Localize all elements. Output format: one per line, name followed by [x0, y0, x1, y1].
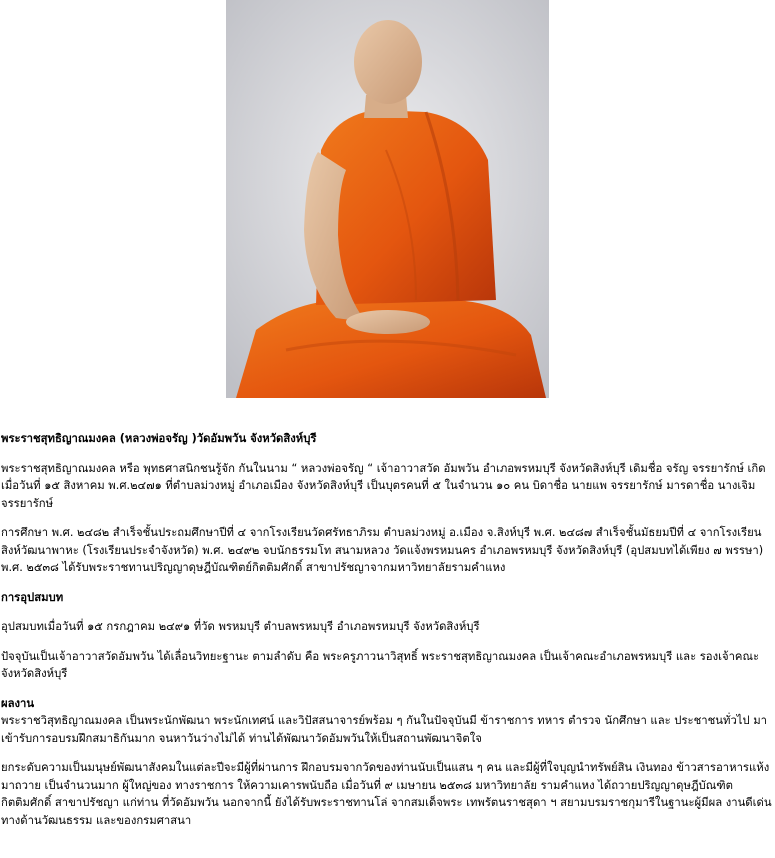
works-paragraph-2: ยกระดับความเป็นมนุษย์พัฒนาสังคมในแต่ละปีจะมีผู้ที่ผ่านการ ฝึกอบรมจากวัดของท่านนับเป็นแสน ๆ คน และมีผู้ที่ใจบุญนำทรัพย์สิน เงินทอง ข้าวสารอาหารแห้งมาถวาย เป็นจำนวนมาก ผู้ใหญ่ของ ทางราชการ ให้ความเคารพนับถือ เมื่อวันที่ ๙ เมษายน ๒๕๓๘ มหาวิทยาลัย รามคำแหง ได้ถวายปริญญาดุษฎีบัณฑิตกิตติมศักดิ์ สาขาปรัชญา แก่ท่าน ที่วัดอัมพวัน นอกจากนี้ ยังได้รับพระราชทานโล่ จากสมเด็จพระ เทพรัตนราชสุดา ฯ สยามบรมราชกุมารีในฐานะผู้มีผล งานดีเด่น ทางด้านวัฒนธรรม และของกรมศาสนา	[1, 761, 772, 827]
monk-portrait-photo	[226, 0, 549, 398]
works-heading: ผลงาน	[1, 696, 35, 710]
works-paragraph: พระราชวิสุทธิญาณมงคล เป็นพระนักพัฒนา พระนักเทศน์ และวิปัสสนาจารย์พร้อม ๆ กันในปัจจุบันมี ข้าราชการ ทหาร ตำรวจ นักศึกษา และ ประชาชนทั่วไป มาเข้ารับการอบรมฝึกสมาธิกันมาก จนหาวันว่างไม่ได้ ท่านได้พัฒนาวัดอัมพวันให้เป็นสถานพัฒนาจิตใจ	[1, 714, 768, 745]
biography-article	[1, 430, 773, 841]
education-paragraph: การศึกษา พ.ศ. ๒๔๘๒ สำเร็จชั้นประถมศึกษาปีที่ ๔ จากโรงเรียนวัดศรัทธาภิรม ตำบลม่วงหมู่ อ.เมือง จ.สิงห์บุรี พ.ศ. ๒๔๘๗ สำเร็จชั้นมัธยมปีที่ ๔ จากโรงเรียนสิงห์วัฒนาพาหะ (โรงเรียนประจำจังหวัด) พ.ศ. ๒๔๙๒ จบนักธรรมโท สนามหลวง วัดแจ้งพรหมนคร อำเภอพรหมบุรี จังหวัดสิงห์บุรี (อุปสมบทได้เพียง ๗ พรรษา) พ.ศ. ๒๕๓๘ ได้รับพระราชทานปริญญาดุษฎีบัณฑิตย์กิตติมศักดิ์ สาขาปรัชญาจากมหาวิทยาลัยรามคำแหง	[1, 526, 764, 574]
ordination-heading: การอุปสมบท	[1, 590, 64, 604]
ordination-paragraph: อุปสมบทเมื่อวันที่ ๑๕ กรกฎาคม ๒๔๙๑ ที่วัด พรหมบุรี ตำบลพรหมบุรี อำเภอพรหมบุรี จังหวัดสิงห์บุรี	[1, 620, 480, 633]
article-title: พระราชสุทธิญาณมงคล (หลวงพ่อจรัญ )วัดอัมพวัน จังหวัดสิงห์บุรี	[1, 432, 317, 445]
current-position-paragraph: ปัจจุบันเป็นเจ้าอาวาสวัดอัมพวัน ได้เลื่อนวิทยะฐานะ ตามลำดับ คือ พระครูภาวนาวิสุทธิ์ พระราชสุทธิญาณมงคล เป็นเจ้าคณะอำเภอพรหมบุรี และ รองเจ้าคณะจังหวัดสิงห์บุรี	[1, 649, 760, 680]
bio-paragraph: พระราชสุทธิญาณมงคล หรือ พุทธศาสนิกชนรู้จัก กันในนาม “ หลวงพ่อจรัญ “ เจ้าอาวาสวัด อัมพวัน อำเภอพรหมบุรี จังหวัดสิงห์บุรี เดิมชื่อ จรัญ จรรยารักษ์ เกิดเมื่อวันที่ ๑๕ สิงหาคม พ.ศ.๒๔๗๑ ที่ตำบลม่วงหมู่ อำเภอเมือง จังหวัดสิงห์บุรี เป็นบุตรคนที่ ๕ ในจำนวน ๑๐ คน บิดาชื่อ นายแพ จรรยารักษ์ มารดาชื่อ นางเจิม จรรยารักษ์	[1, 461, 766, 510]
